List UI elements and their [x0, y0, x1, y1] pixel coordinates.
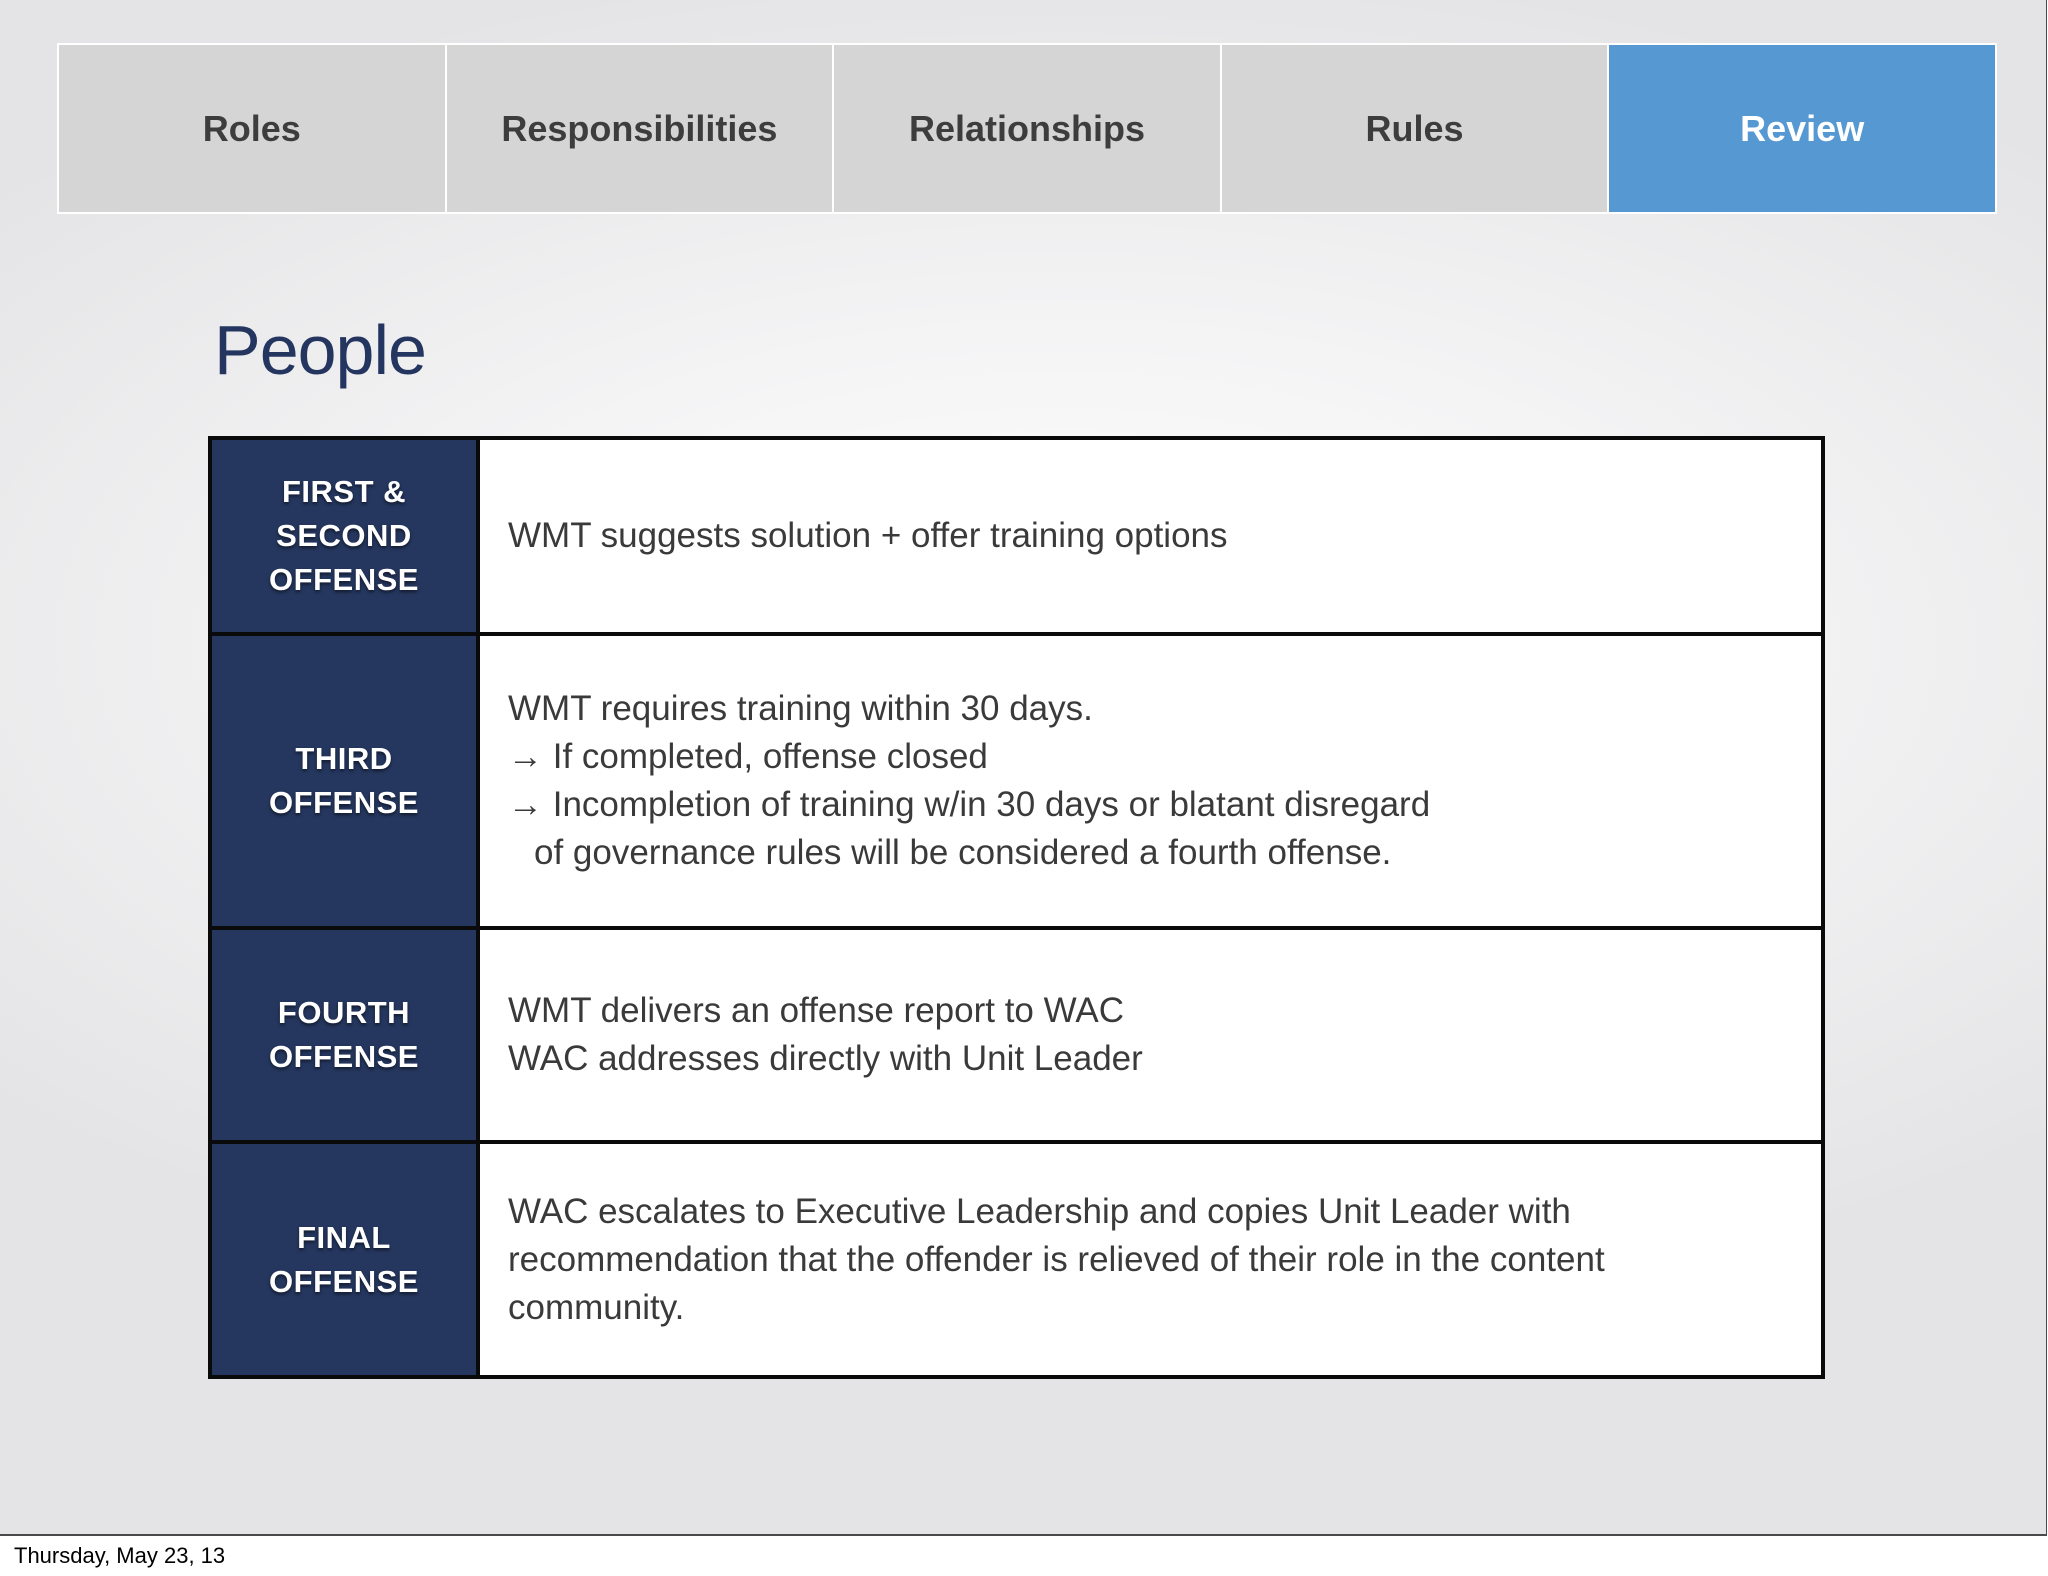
offense-label: [212, 636, 480, 926]
offense-label-line: OFFENSE: [269, 785, 419, 820]
offense-text-line: → Incompletion of training w/in 30 days or blatant disregard: [508, 785, 1431, 824]
offense-row-fourth: [212, 930, 1821, 1144]
offense-label: [212, 1144, 480, 1375]
section-nav: [57, 43, 1997, 214]
tab-rules[interactable]: Rules: [1222, 45, 1608, 212]
offense-label: [212, 440, 480, 632]
tab-roles[interactable]: Roles: [59, 45, 445, 212]
offense-text-line: → If completed, offense closed: [508, 737, 988, 776]
offense-label-line: OFFENSE: [269, 1039, 419, 1074]
offense-description: [480, 1144, 1821, 1375]
tab-review[interactable]: Review: [1609, 45, 1995, 212]
offense-label-line: FIRST &: [281, 474, 407, 509]
offense-label-line: OFFENSE: [269, 562, 419, 597]
offense-row-final: [212, 1144, 1821, 1375]
offense-label-line: THIRD: [295, 741, 393, 776]
offense-label-line: FOURTH: [277, 995, 411, 1030]
tab-responsibilities[interactable]: Responsibilities: [447, 45, 833, 212]
offense-label: [212, 930, 480, 1140]
offense-text-line: recommendation that the offender is relieved of their role in the content: [508, 1239, 1605, 1279]
tab-relationships[interactable]: Relationships: [834, 45, 1220, 212]
offense-label-line: OFFENSE: [269, 1263, 419, 1299]
offense-text-line: WAC escalates to Executive Leadership and copies Unit Leader with: [508, 1191, 1571, 1231]
offense-description: [480, 636, 1821, 926]
page-title: People: [214, 311, 426, 389]
offense-text-line: WMT delivers an offense report to WAC: [508, 991, 1124, 1030]
offense-description: [480, 930, 1821, 1140]
offense-row-third: [212, 636, 1821, 930]
offense-text-line: WMT suggests solution + offer training options: [508, 516, 1228, 555]
offense-row-first-second: [212, 440, 1821, 636]
offense-text-line: WAC addresses directly with Unit Leader: [508, 1039, 1143, 1078]
offense-label-line: SECOND: [276, 518, 412, 553]
offense-description: [480, 440, 1821, 632]
offense-text-line: of governance rules will be considered a fourth offense.: [534, 833, 1392, 872]
offense-text-line: WMT requires training within 30 days.: [508, 689, 1093, 728]
footer-date: Thursday, May 23, 13: [14, 1543, 226, 1568]
offense-label-line: FINAL: [297, 1219, 391, 1255]
offense-text-line: community.: [508, 1287, 685, 1327]
offense-table: [208, 436, 1825, 1379]
